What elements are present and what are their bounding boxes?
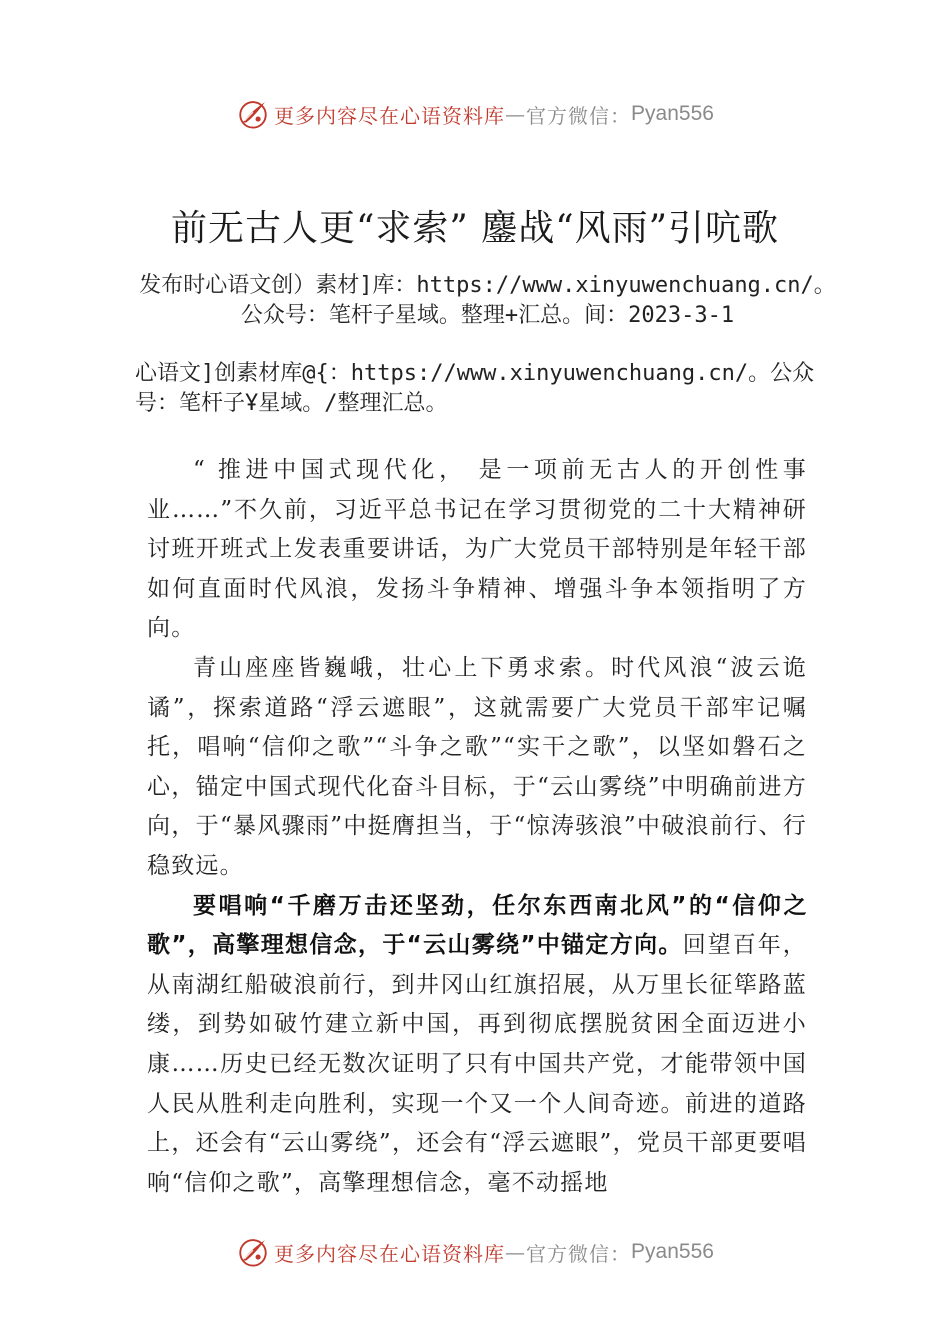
banner-brand: 更多内容尽在心语资料库	[274, 103, 506, 128]
paragraph-2: 青山座座皆巍峨，壮心上下勇求索。时代风浪“波云诡谲”，探索道路“浮云遮眼”，这就需要广大党员干部牢记嘱托，唱响“信仰之歌”“斗争之歌”“实干之歌”，以坚如磐石之心，锚定中国式现代化奋斗目标，于“云山雾绕”中明确前进方向，于“暴风骤雨”中挺膺担当，于“惊涛骇浪”中破浪前行、行稳致远。	[147, 654, 807, 879]
paragraph-3-text: 回望百年，从南湖红船破浪前行，到井冈山红旗招展，从万里长征筚路蓝缕，到势如破竹建立新中国，再到彻底摆脱贫困全面迈进小康……历史已经无数次证明了只有中国共产党，才能带领中国人民从胜利走向胜利，实现一个又一个人间奇迹。前进的道路上，还会有“云山雾绕”，还会有“浮云遮眼”，党员干部更要唱响“信仰之歌”，高擎理想信念，毫不动摇地	[147, 932, 807, 1196]
meta-line-1: 发布时心语文创）素材]库：https://www.xinyuwenchuang.cn/。公众号：笔杆子星域。整理+汇总。间：2023-3-1	[139, 273, 836, 328]
banner-wechat-label: 官方微信：	[526, 103, 632, 128]
paragraph-3	[147, 887, 807, 1204]
meta-line-2: 心语文]创素材库@{：https://www.xinyuwenchuang.cn/。公众号：笔杆子Ұ星域。/整理汇总。	[135, 361, 815, 416]
footer-banner	[0, 1232, 950, 1272]
footer-wechat-label: 官方微信：	[526, 1241, 632, 1266]
footer-brand: 更多内容尽在心语资料库	[274, 1241, 506, 1266]
paragraph-3-lead: 要唱响“千磨万击还坚劲，任尔东西南北风”的“信仰之歌”，高擎理想信念，于“云山雾绕”中锚定方向。	[147, 892, 807, 959]
header-banner	[0, 94, 950, 134]
document-title: 前无古人更“求索” 鏖战“风雨”引吭歌	[170, 208, 780, 249]
footer-dash: —	[505, 1240, 527, 1264]
quill-ink-logo-icon	[236, 1235, 270, 1269]
banner-wechat-id: Pyan556	[631, 102, 714, 125]
quill-ink-logo-icon	[236, 97, 270, 131]
paragraph-1: “ 推进中国式现代化， 是一项前无古人的开创性事业……”不久前，习近平总书记在学习贯彻党的二十大精神研讨班开班式上发表重要讲话，为广大党员干部特别是年轻干部如何直面时代风浪，发扬斗争精神、增强斗争本领指明了方向。	[147, 457, 807, 642]
article-body	[147, 451, 807, 1203]
footer-wechat-id: Pyan556	[631, 1240, 714, 1263]
banner-dash: —	[505, 102, 527, 126]
